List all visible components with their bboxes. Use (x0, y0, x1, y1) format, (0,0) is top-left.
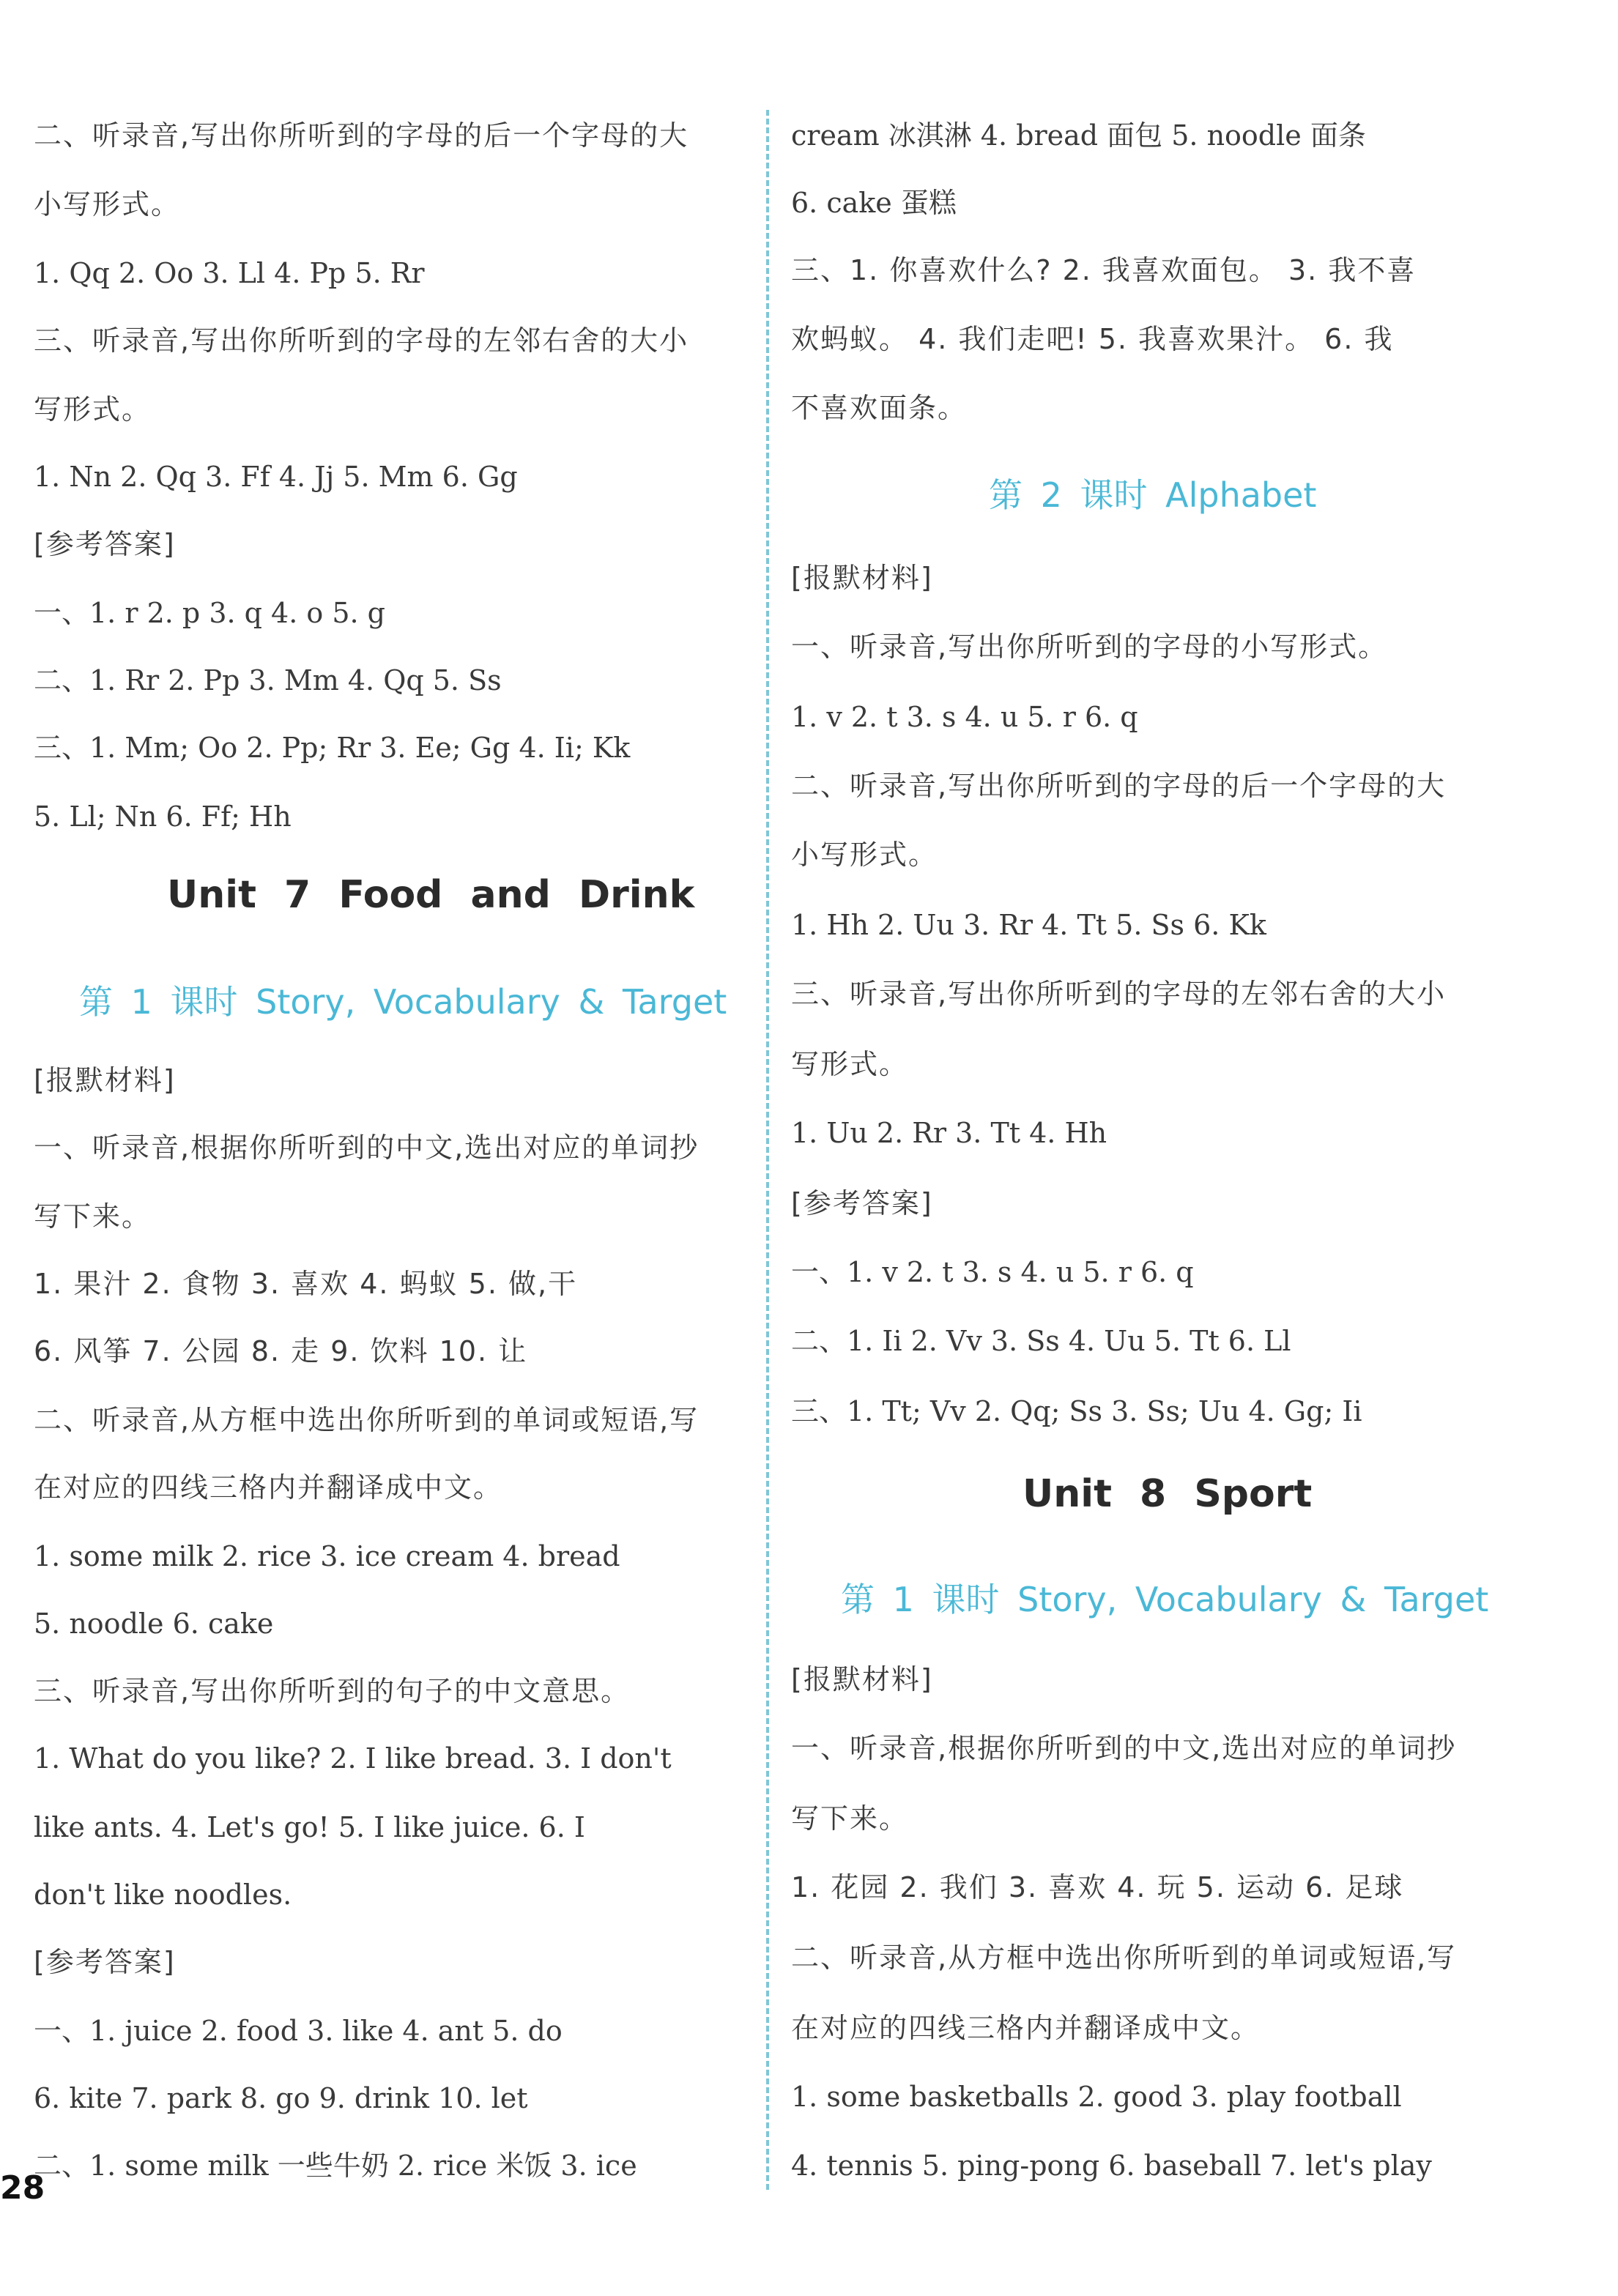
section-heading: 二、听录音,从方框中选出你所听到的单词或短语,写 (34, 1404, 699, 1436)
column-divider (766, 110, 769, 2190)
answer-line: 5. noodle 6. cake (34, 1608, 274, 1640)
unit-title: Unit 7 Food and Drink (167, 873, 695, 917)
section-heading: 三、听录音,写出你所听到的字母的左邻右舍的大小 (791, 978, 1447, 1010)
section-heading: 三、听录音,写出你所听到的句子的中文意思。 (34, 1675, 631, 1707)
text-line: 小写形式。 (34, 188, 181, 220)
answer-line: 5. Ll; Nn 6. Ff; Hh (34, 800, 292, 833)
answer-line: 6. kite 7. park 8. go 9. drink 10. let (34, 2082, 528, 2114)
answer-line: 二、1. Ii 2. Vv 3. Ss 4. Uu 5. Tt 6. Ll (791, 1325, 1291, 1357)
answer-line: 1. What do you like? 2. I like bread. 3. I don't (34, 1742, 672, 1775)
lesson-title: 第 2 课时 Alphabet (989, 475, 1317, 515)
section-heading: 二、听录音,从方框中选出你所听到的单词或短语,写 (791, 1942, 1457, 1974)
answer-line: 三、1. Mm; Oo 2. Pp; Rr 3. Ee; Gg 4. Ii; Kk (34, 732, 631, 764)
section-heading: 一、听录音,根据你所听到的中文,选出对应的单词抄 (34, 1132, 699, 1164)
answer-line: 三、1. Tt; Vv 2. Qq; Ss 3. Ss; Uu 4. Gg; Ii (791, 1395, 1362, 1427)
answer-line: cream 冰淇淋 4. bread 面包 5. noodle 面条 (791, 119, 1366, 152)
answer-line: 一、1. v 2. t 3. s 4. u 5. r 6. q (791, 1256, 1194, 1288)
answer-line: 欢蚂蚁。 4. 我们走吧! 5. 我喜欢果汁。 6. 我 (791, 323, 1394, 355)
answer-line: 4. tennis 5. ping-pong 6. baseball 7. let's play (791, 2150, 1432, 2182)
answer-line: 1. 果汁 2. 食物 3. 喜欢 4. 蚂蚁 5. 做,干 (34, 1268, 578, 1300)
lesson-title: 第 1 课时 Story, Vocabulary & Target (841, 1580, 1489, 1619)
answer-line: 三、1. 你喜欢什么? 2. 我喜欢面包。 3. 我不喜 (791, 254, 1417, 286)
text-line: 小写形式。 (791, 839, 938, 871)
section-heading: 三、听录音,写出你所听到的字母的左邻右舍的大小 (34, 324, 689, 357)
answer-line: like ants. 4. Let's go! 5. I like juice. 6. I (34, 1811, 585, 1843)
answer-line: 不喜欢面条。 (791, 392, 968, 424)
answer-line: 1. Hh 2. Uu 3. Rr 4. Tt 5. Ss 6. Kk (791, 909, 1266, 941)
page-number: 28 (0, 2169, 45, 2207)
section-heading: 二、听录音,写出你所听到的字母的后一个字母的大 (34, 119, 689, 152)
answer-key-label: [参考答案] (34, 528, 176, 560)
answer-line: 1. some basketballs 2. good 3. play football (791, 2081, 1402, 2113)
answer-line: don't like noodles. (34, 1879, 292, 1911)
answer-key-label: [参考答案] (791, 1187, 933, 1219)
material-label: [报默材料] (791, 562, 933, 594)
answer-line: 二、1. some milk 一些牛奶 2. rice 米饭 3. ice (34, 2150, 637, 2182)
answer-line: 1. Uu 2. Rr 3. Tt 4. Hh (791, 1117, 1107, 1149)
answer-line: 一、1. juice 2. food 3. like 4. ant 5. do (34, 2015, 563, 2047)
section-heading: 二、听录音,写出你所听到的字母的后一个字母的大 (791, 770, 1447, 802)
unit-title: Unit 8 Sport (1023, 1472, 1313, 1516)
text-line: 在对应的四线三格内并翻译成中文。 (791, 2012, 1261, 2044)
answer-line: 6. cake 蛋糕 (791, 187, 957, 219)
text-line: 写形式。 (34, 393, 152, 426)
answer-line: 6. 风筝 7. 公园 8. 走 9. 饮料 10. 让 (34, 1335, 528, 1367)
answer-line: 1. some milk 2. rice 3. ice cream 4. bread (34, 1540, 620, 1572)
answer-line: 1. Nn 2. Qq 3. Ff 4. Jj 5. Mm 6. Gg (34, 461, 518, 493)
text-line: 写形式。 (791, 1048, 909, 1080)
lesson-title: 第 1 课时 Story, Vocabulary & Target (79, 982, 727, 1022)
answer-key-label: [参考答案] (34, 1946, 176, 1978)
answer-line: 一、1. r 2. p 3. q 4. o 5. g (34, 597, 386, 629)
text-line: 写下来。 (791, 1802, 909, 1835)
answer-line: 1. v 2. t 3. s 4. u 5. r 6. q (791, 701, 1138, 733)
answer-line: 1. Qq 2. Oo 3. Ll 4. Pp 5. Rr (34, 257, 425, 289)
text-line: 写下来。 (34, 1200, 152, 1233)
text-line: 在对应的四线三格内并翻译成中文。 (34, 1471, 503, 1504)
answer-line: 1. 花园 2. 我们 3. 喜欢 4. 玩 5. 运动 6. 足球 (791, 1871, 1404, 1903)
section-heading: 一、听录音,写出你所听到的字母的小写形式。 (791, 631, 1388, 663)
section-heading: 一、听录音,根据你所听到的中文,选出对应的单词抄 (791, 1732, 1457, 1764)
material-label: [报默材料] (791, 1663, 933, 1695)
answer-line: 二、1. Rr 2. Pp 3. Mm 4. Qq 5. Ss (34, 664, 502, 696)
material-label: [报默材料] (34, 1064, 176, 1096)
